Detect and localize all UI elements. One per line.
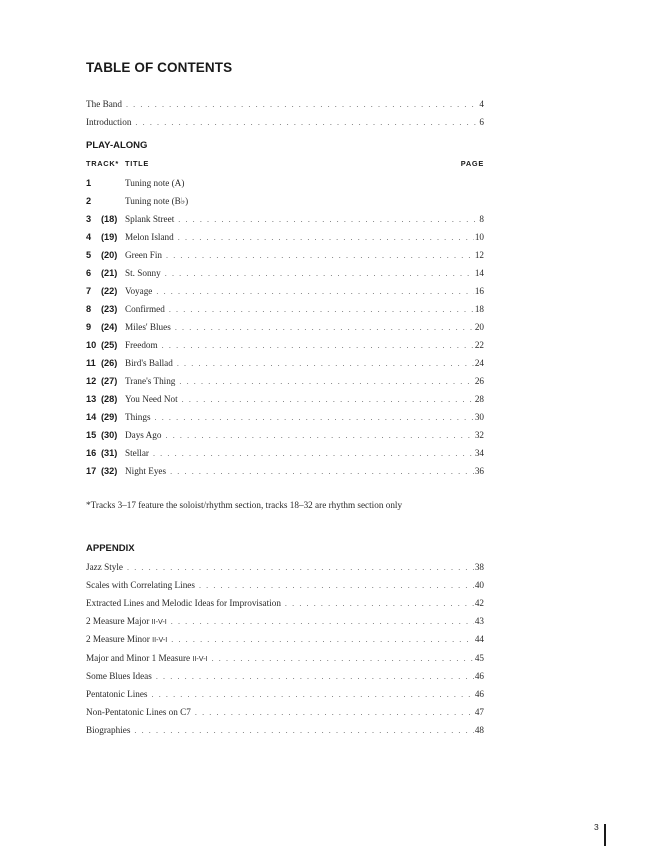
track-number: 5	[86, 250, 92, 260]
entry-page: 48	[474, 724, 484, 735]
toc-entry-the-band[interactable]	[86, 97, 484, 111]
track-row[interactable]	[86, 446, 484, 460]
column-header-track: TRACK*	[86, 159, 119, 168]
track-alt-number: (27)	[101, 376, 118, 386]
entry-title-suffix: II-V-I	[192, 653, 208, 663]
track-alt-number: (18)	[101, 214, 118, 224]
entry-title-text: Extracted Lines and Melodic Ideas for Improvisation	[86, 598, 281, 609]
track-page: 18	[474, 304, 484, 314]
dot-leader	[165, 267, 474, 281]
entry-title	[86, 705, 191, 719]
section-heading-play-along: PLAY-ALONG	[86, 140, 148, 151]
track-title: St. Sonny	[125, 268, 161, 278]
track-title: Night Eyes	[125, 466, 167, 476]
track-row[interactable]	[86, 356, 484, 370]
track-row[interactable]	[86, 410, 484, 424]
appendix-entry[interactable]	[86, 687, 484, 701]
entry-title	[86, 596, 281, 610]
dot-leader	[152, 688, 474, 702]
track-number: 2	[86, 196, 92, 206]
dot-leader	[155, 411, 474, 425]
dot-leader	[156, 670, 474, 684]
appendix-entry[interactable]	[86, 632, 484, 646]
entry-title	[86, 560, 123, 574]
column-header-title: TITLE	[125, 159, 150, 168]
track-row[interactable]	[86, 194, 484, 208]
track-alt-number: (21)	[101, 268, 118, 278]
track-number: 3	[86, 214, 92, 224]
track-row[interactable]	[86, 374, 484, 388]
track-row[interactable]	[86, 248, 484, 262]
dot-leader	[169, 303, 474, 317]
footnote: *Tracks 3–17 feature the soloist/rhythm section, tracks 18–32 are rhythm section only	[86, 500, 403, 510]
track-title: Days Ago	[125, 430, 162, 440]
dot-leader	[153, 447, 474, 461]
entry-title	[86, 651, 208, 666]
dot-leader	[177, 357, 474, 371]
track-title: Splank Street	[125, 214, 175, 224]
track-row[interactable]	[86, 320, 484, 334]
track-page: 36	[474, 466, 484, 476]
track-number: 16	[86, 448, 97, 458]
dot-leader	[127, 561, 474, 575]
column-header-page: PAGE	[460, 159, 484, 168]
dot-leader	[179, 375, 473, 389]
track-alt-number: (31)	[101, 448, 118, 458]
page-number: 3	[594, 822, 599, 832]
track-page: 16	[474, 286, 484, 296]
entry-title-text: Some Blues Ideas	[86, 670, 152, 681]
track-page: 30	[474, 412, 484, 422]
track-alt-number: (28)	[101, 394, 118, 404]
appendix-entry[interactable]	[86, 578, 484, 592]
entry-title-text: Scales with Correlating Lines	[86, 580, 195, 591]
entry-title-text: Major and Minor 1 Measure	[86, 652, 193, 663]
toc-entry-introduction[interactable]	[86, 115, 484, 129]
track-row[interactable]	[86, 284, 484, 298]
track-page: 24	[474, 358, 484, 368]
track-number: 10	[86, 340, 97, 350]
track-number: 9	[86, 322, 92, 332]
dot-leader	[171, 633, 474, 647]
page-number-bar	[604, 824, 606, 846]
entry-title-suffix: II-V-I	[152, 635, 168, 645]
entry-title	[86, 614, 167, 629]
track-alt-number: (23)	[101, 304, 118, 314]
entry-page: 4	[479, 99, 484, 109]
track-number: 8	[86, 304, 92, 314]
track-alt-number: (30)	[101, 430, 118, 440]
track-row[interactable]	[86, 338, 484, 352]
dot-leader	[199, 579, 474, 593]
track-title: You Need Not	[125, 394, 178, 404]
entry-title: The Band	[86, 99, 122, 109]
entry-title-text: Biographies	[86, 724, 131, 735]
track-number: 13	[86, 394, 97, 404]
track-number: 1	[86, 178, 92, 188]
track-alt-number: (25)	[101, 340, 118, 350]
track-number: 6	[86, 268, 92, 278]
track-title: Trane's Thing	[125, 376, 176, 386]
dot-leader	[126, 98, 478, 112]
dot-leader	[171, 615, 474, 629]
track-number: 15	[86, 430, 97, 440]
dot-leader	[212, 652, 474, 666]
dot-leader	[135, 116, 478, 130]
track-number: 7	[86, 286, 92, 296]
dot-leader	[285, 597, 474, 611]
entry-page: 43	[474, 616, 484, 627]
track-alt-number: (22)	[101, 286, 118, 296]
dot-leader	[166, 249, 474, 263]
track-number: 11	[86, 358, 96, 368]
section-heading-appendix: APPENDIX	[86, 543, 135, 554]
dot-leader	[166, 429, 474, 443]
appendix-entry[interactable]	[86, 560, 484, 574]
track-title: Freedom	[125, 340, 158, 350]
track-title: Tuning note (A)	[125, 178, 185, 188]
entry-page: 42	[474, 598, 484, 609]
entry-page: 40	[474, 580, 484, 591]
dot-leader	[175, 321, 474, 335]
track-page: 32	[474, 430, 484, 440]
entry-title	[86, 578, 195, 592]
track-title: Tuning note (B♭)	[125, 196, 189, 206]
track-number: 14	[86, 412, 97, 422]
column-headers	[86, 159, 484, 171]
dot-leader	[182, 393, 474, 407]
entry-title-text: Jazz Style	[86, 562, 123, 572]
appendix-entry[interactable]	[86, 669, 484, 683]
track-row[interactable]	[86, 230, 484, 244]
dot-leader	[170, 465, 474, 479]
appendix-entry[interactable]	[86, 651, 484, 665]
entry-title-text: 2 Measure Minor	[86, 634, 153, 645]
track-title: Green Fin	[125, 250, 162, 260]
track-page: 22	[474, 340, 484, 350]
appendix-entry[interactable]	[86, 596, 484, 610]
entry-title	[86, 687, 148, 701]
track-title: Voyage	[125, 286, 153, 296]
track-alt-number: (24)	[101, 322, 118, 332]
track-page: 34	[474, 448, 484, 458]
dot-leader	[134, 724, 473, 738]
entry-page: 38	[474, 562, 484, 572]
track-row[interactable]	[86, 464, 484, 478]
track-row[interactable]	[86, 302, 484, 316]
entry-title-text: Non-Pentatonic Lines on C7	[86, 706, 191, 717]
page-title: TABLE OF CONTENTS	[86, 60, 233, 75]
track-title: Melon Island	[125, 232, 174, 242]
dot-leader	[178, 213, 478, 227]
track-title: Bird's Ballad	[125, 358, 173, 368]
entry-page: 44	[474, 634, 484, 645]
entry-title	[86, 723, 130, 737]
track-row[interactable]	[86, 266, 484, 280]
track-alt-number: (29)	[101, 412, 118, 422]
track-alt-number: (26)	[101, 358, 118, 368]
track-page: 14	[474, 268, 484, 278]
track-page: 10	[474, 232, 484, 242]
entry-title: Introduction	[86, 117, 132, 127]
track-page: 8	[479, 214, 484, 224]
track-title: Stellar	[125, 448, 149, 458]
track-title: Miles' Blues	[125, 322, 171, 332]
entry-page: 47	[474, 706, 484, 717]
appendix-entry[interactable]	[86, 614, 484, 628]
track-page: 26	[474, 376, 484, 386]
dot-leader	[162, 339, 474, 353]
entry-page: 46	[474, 688, 484, 699]
track-number: 4	[86, 232, 92, 242]
track-row[interactable]	[86, 392, 484, 406]
entry-page: 45	[474, 652, 484, 663]
entry-title-text: 2 Measure Major	[86, 616, 152, 627]
track-number: 17	[86, 466, 97, 476]
entry-title-text: Pentatonic Lines	[86, 688, 148, 699]
track-number: 12	[86, 376, 97, 386]
track-page: 28	[474, 394, 484, 404]
track-title: Confirmed	[125, 304, 165, 314]
track-page: 20	[474, 322, 484, 332]
entry-page: 6	[479, 117, 484, 127]
track-title: Things	[125, 412, 151, 422]
entry-title	[86, 669, 152, 683]
entry-title	[86, 632, 167, 647]
dot-leader	[195, 706, 474, 720]
appendix-entry[interactable]	[86, 723, 484, 737]
entry-page: 46	[474, 670, 484, 681]
track-row[interactable]	[86, 212, 484, 226]
track-alt-number: (32)	[101, 466, 118, 476]
dot-leader	[178, 231, 474, 245]
entry-title-suffix: II-V-I	[151, 617, 167, 627]
track-row[interactable]	[86, 428, 484, 442]
track-row[interactable]	[86, 176, 484, 190]
dot-leader	[156, 285, 473, 299]
appendix-entry[interactable]	[86, 705, 484, 719]
track-alt-number: (20)	[101, 250, 118, 260]
track-page: 12	[474, 250, 484, 260]
track-alt-number: (19)	[101, 232, 118, 242]
